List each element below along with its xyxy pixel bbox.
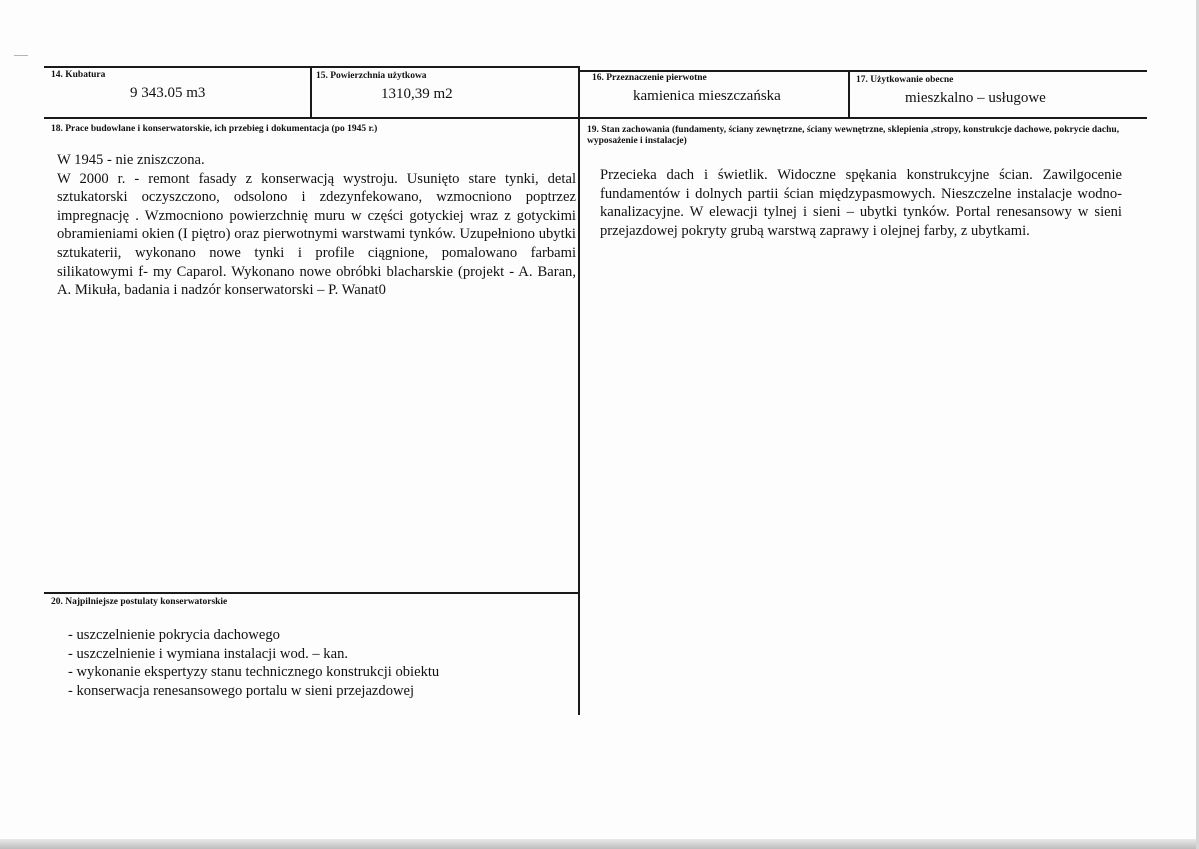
section18-paragraph-2000: W 2000 r. - remont fasady z konserwacją wystroju. Usunięto stare tynki, detal sztukatorski oczyszczono, odsolono i zdezynfekowano, wzmocniono poptrzez impregnację . Wzmocniono powierzchnię muru w części gotyckiej wraz z gotyckimi obramieniami okien (I piętro) oraz pierwotnymi warstwami tynków. Uzupełniono ubytki sztukaterii, wykonano nowe tynki i profile ciągnione, pomalowano farbami silikatowymi f- my Caparol. Wykonano nowe obróbki blacharskie (projekt - A. Baran, A. Mikuła, badania i nadzór konserwatorski – P. Wanat0 xyxy=(57,170,576,299)
section18-paragraph-1945: W 1945 - nie zniszczona. xyxy=(57,152,205,168)
uzytkowanie-label: 17. Użytkowanie obecne xyxy=(856,75,954,85)
section19-text: Przecieka dach i świetlik. Widoczne spękania konstrukcyjne ścian. Zawilgocenie fundamentów i dolnych partii ścian międzypasmowych. Nieszczelne instalacje wodno-kanalizacyjne. W elewacji tylnej i sieni – ubytki tynków. Portal renesansowy w sieni przejazdowej pokryty grubą warstwą zaprawy i olejnej farby, z ubytkami. xyxy=(600,167,1122,239)
divider-15-16 xyxy=(578,66,580,118)
divider-14-15 xyxy=(310,66,312,118)
przeznaczenie-label: 16. Przeznaczenie pierwotne xyxy=(592,73,707,83)
section20-top-line xyxy=(44,592,579,594)
postulaty-list xyxy=(68,626,439,700)
powierzchnia-label: 15. Powierzchnia użytkowa xyxy=(316,71,427,81)
kubatura-label: 14. Kubatura xyxy=(51,70,106,80)
powierzchnia-value: 1310,39 m2 xyxy=(381,86,453,102)
section20-label: 20. Najpilniejsze postulaty konserwatorskie xyxy=(51,597,228,607)
list-item: - wykonanie ekspertyzy stanu technicznego konstrukcji obiektu xyxy=(68,664,440,681)
top-border-line xyxy=(44,66,580,68)
main-column-divider xyxy=(578,117,580,715)
uzytkowanie-value: mieszkalno – usługowe xyxy=(905,90,1046,106)
row-separator-line xyxy=(44,117,1147,119)
top-border-line-right xyxy=(580,70,1147,72)
scan-edge-bottom xyxy=(0,839,1199,849)
list-item: - uszczelnienie pokrycia dachowego xyxy=(68,627,280,643)
list-item: - uszczelnienie i wymiana instalacji wod. – kan. xyxy=(68,645,349,662)
stray-mark xyxy=(14,55,28,56)
list-item: - konserwacja renesansowego portalu w sieni przejazdowej xyxy=(68,682,415,699)
section19-label: 19. Stan zachowania (fundamenty, ściany zewnętrzne, ściany wewnętrzne, sklepienia ,stropy, konstrukcje dachowe, pokrycie dachu, wyposażenie i instalacje) xyxy=(587,125,1120,146)
przeznaczenie-value: kamienica mieszczańska xyxy=(633,88,781,104)
divider-16-17 xyxy=(848,70,850,118)
kubatura-value: 9 343.05 m3 xyxy=(130,85,206,101)
section18-label: 18. Prace budowlane i konserwatorskie, ich przebieg i dokumentacja (po 1945 r.) xyxy=(51,124,378,134)
section18-text xyxy=(57,151,576,300)
